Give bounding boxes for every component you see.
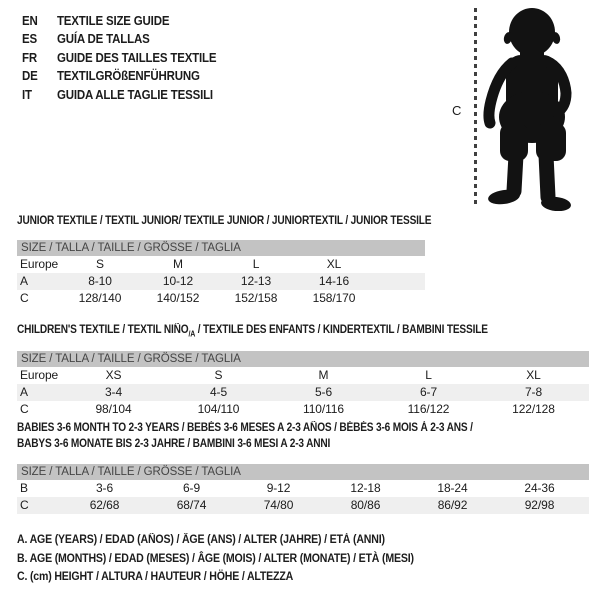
language-item [22, 86, 216, 104]
table-cell: 68/74 [176, 498, 207, 512]
table-cell: 3-4 [104, 385, 123, 400]
table-title-line [17, 213, 432, 229]
table-title-part: BABIES 3-6 MONTH TO 2-3 YEARS / BEBÉS 3-6 MESES A 2-3 AÑOS / BÉBÉS 3-6 MOIS À 2-3 ANS / [17, 422, 473, 434]
language-item [22, 12, 216, 30]
row-label: C [20, 291, 29, 305]
table-cell: S [214, 368, 223, 383]
table-title-part: /A [188, 329, 196, 339]
size-header-bar: SIZE / TALLA / TAILLE / GRÖSSE / TAGLIA [17, 464, 589, 480]
size-table-babies [17, 420, 589, 514]
table-cell: 98/104 [95, 402, 132, 417]
size-table-junior [17, 213, 432, 307]
table-cell: 152/158 [234, 291, 278, 305]
table-cell: S [96, 257, 104, 271]
table-title-part: CHILDREN'S TEXTILE / TEXTIL NIÑO [17, 324, 189, 336]
language-code: EN [22, 14, 38, 28]
language-list [22, 12, 216, 104]
table-title [17, 420, 520, 452]
language-label: GUÍA DE TALLAS [56, 32, 150, 47]
table-cell: XL [526, 368, 541, 383]
table-cell: M [318, 368, 329, 383]
row-label: C [20, 402, 29, 417]
table-cell: 104/110 [197, 402, 240, 417]
table-title-part: BABYS 3-6 MONATE BIS 2-3 JAHRE / BAMBINI 3-6 MESI A 2-3 ANNI [17, 438, 331, 450]
table-title-line [17, 436, 520, 452]
language-code: DE [22, 69, 38, 84]
table-row [17, 384, 589, 401]
table-cell: 5-6 [314, 385, 333, 400]
table-cell: 140/152 [156, 291, 200, 305]
table-row [17, 290, 425, 307]
table-cell: 62/68 [89, 498, 120, 512]
footnote: B. AGE (MONTHS) / EDAD (MESES) / ÂGE (MOIS) / ALTER (MONATE) / ETÀ (MESI) [17, 552, 414, 565]
height-measure-label: C [452, 103, 462, 118]
language-label: TEXTILGRÖßENFÜHRUNG [56, 69, 200, 84]
table-cell: 10-12 [162, 274, 194, 288]
row-label: C [20, 498, 29, 512]
table-cell: 8-10 [88, 274, 112, 288]
table-row [17, 273, 425, 290]
language-item [22, 49, 216, 67]
toddler-silhouette-icon [482, 5, 578, 211]
table-cell: 6-9 [182, 481, 201, 495]
size-header-bar: SIZE / TALLA / TAILLE / GRÖSSE / TAGLIA [17, 351, 589, 367]
toddler-silhouette-shape [487, 8, 571, 211]
size-header-bar: SIZE / TALLA / TAILLE / GRÖSSE / TAGLIA [17, 240, 425, 256]
table-cell: 4-5 [209, 385, 228, 400]
table-title-part: / TEXTILE DES ENFANTS / KINDERTEXTIL / BAMBINI TESSILE [195, 324, 488, 336]
table-title-part: JUNIOR TEXTILE / TEXTIL JUNIOR/ TEXTILE JUNIOR / JUNIORTEXTIL / JUNIOR TESSILE [17, 215, 432, 227]
table-cell: L [425, 368, 432, 383]
table-cell: 122/128 [512, 402, 555, 417]
footnotes [17, 531, 414, 587]
table-cell: L [252, 257, 260, 271]
table-cell: 158/170 [312, 291, 356, 305]
table-cell: 74/80 [263, 498, 294, 512]
table-title [17, 213, 432, 229]
language-item [22, 67, 216, 85]
table-cell: 7-8 [524, 385, 543, 400]
language-label: GUIDA ALLE TAGLIE TESSILI [56, 87, 213, 102]
table-cell: 86/92 [437, 498, 468, 512]
table-title-line [17, 420, 520, 436]
height-measure-dashed-line [474, 8, 477, 206]
table-cell: 110/116 [303, 402, 344, 417]
table-cell: 92/98 [524, 498, 555, 512]
table-cell: 12-18 [350, 481, 381, 495]
table-cell: 3-6 [95, 481, 114, 495]
table-row [17, 497, 589, 514]
table-cell: 14-16 [318, 274, 350, 288]
row-label: Europe [20, 257, 59, 271]
size-table-children [17, 322, 589, 418]
table-cell: 9-12 [266, 481, 291, 495]
language-code: FR [22, 50, 37, 65]
table-cell: XL [326, 257, 342, 271]
footnote: C. (cm) HEIGHT / ALTURA / HAUTEUR / HÖHE / ALTEZZA [17, 571, 294, 583]
row-label: Europe [20, 368, 59, 383]
table-cell: XS [105, 368, 122, 383]
table-cell: M [173, 257, 183, 271]
row-label: B [20, 481, 28, 495]
table-title [17, 322, 520, 342]
table-row [17, 401, 589, 418]
language-label: TEXTILE SIZE GUIDE [56, 14, 170, 28]
table-title-line [17, 322, 520, 342]
table-cell: 116/122 [407, 402, 450, 417]
row-label: A [20, 274, 28, 288]
table-cell: 80/86 [350, 498, 381, 512]
table-cell: 24-36 [524, 481, 555, 495]
table-cell: 128/140 [78, 291, 122, 305]
table-cell: 6-7 [419, 385, 438, 400]
language-code: IT [22, 87, 32, 102]
table-cell: 12-13 [240, 274, 272, 288]
row-label: A [20, 385, 28, 400]
language-item [22, 30, 216, 48]
table-row [17, 367, 589, 384]
language-label: GUIDE DES TAILLES TEXTILE [56, 50, 217, 65]
footnote: A. AGE (YEARS) / EDAD (AÑOS) / ÂGE (ANS) / ALTER (JAHRE) / ETÀ (ANNI) [17, 534, 385, 546]
table-row [17, 480, 589, 497]
language-code: ES [22, 32, 37, 47]
table-row [17, 256, 425, 273]
table-cell: 18-24 [437, 481, 468, 495]
